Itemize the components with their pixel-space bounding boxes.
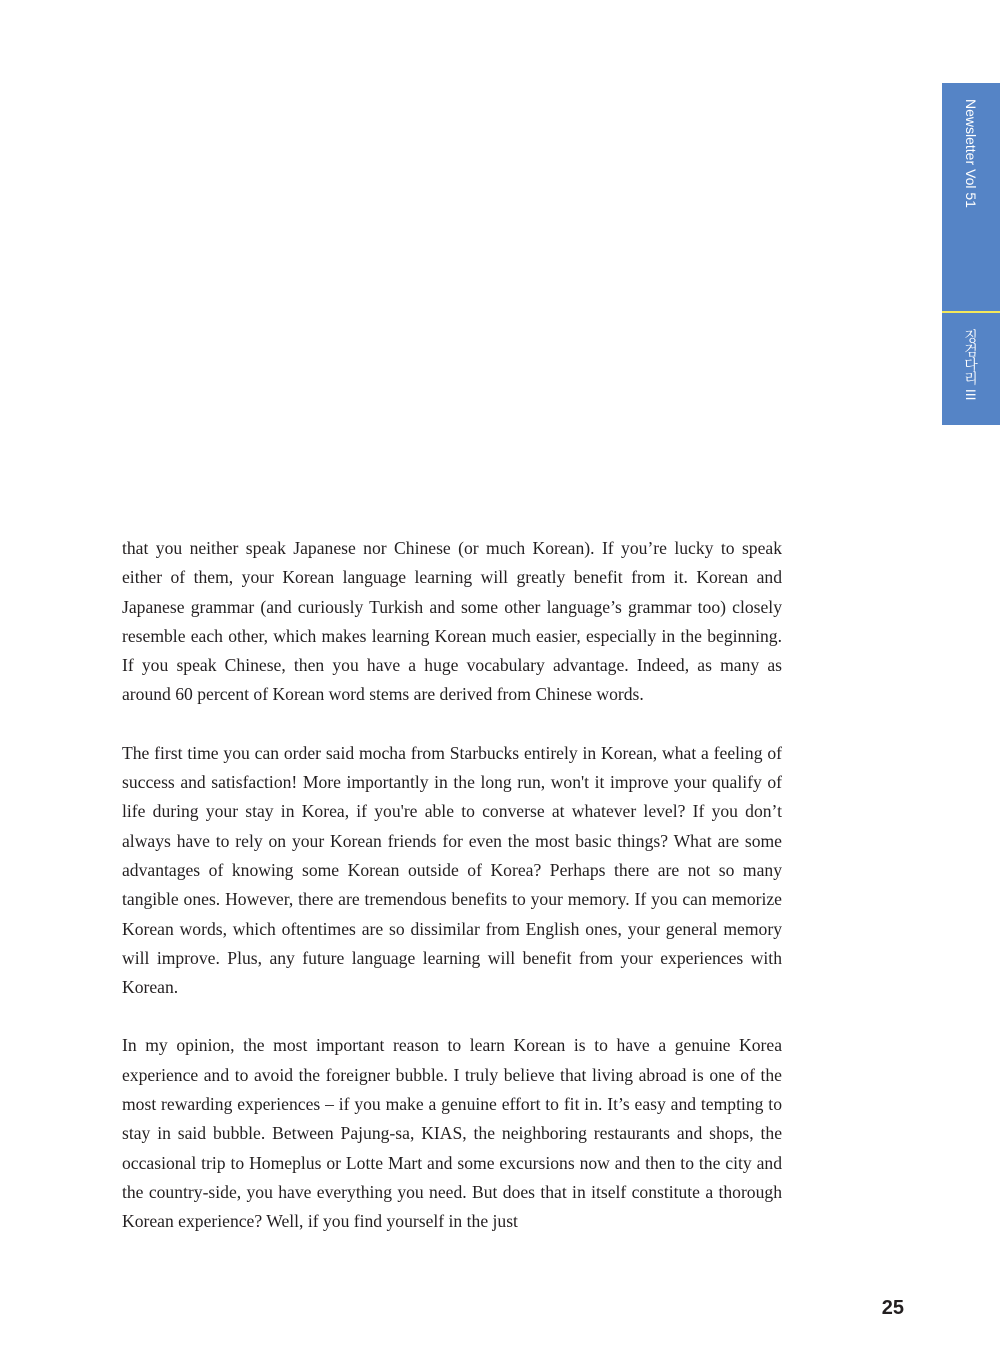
paragraph-3: In my opinion, the most important reason to learn Korean is to have a genuine Korea experience and to avoid the foreigner bubble. I truly believe that living abroad is one of the most rewarding experiences – if you make a genuine effort to fit in. It’s easy and tempting to stay in said bubble. Between Pajung-sa, KIAS, the neighboring restaurants and shops, the occasional trip to Homeplus or Lotte Mart and some excursions now and then to the city and the country-side, you have everything you need. But does that in itself constitute a thorough Korean experience? Well, if you find yourself in the just (122, 1035, 782, 1232)
section-label: 징검다리 III (963, 329, 979, 401)
paragraph-1: that you neither speak Japanese nor Chinese (or much Korean). If you’re lucky to speak either of them, your Korean language learning will greatly benefit from it. Korean and Japanese grammar (and curiously Turkish and some other language’s grammar too) closely resemble each other, which makes learning Korean much easier, especially in the beginning. If you speak Chinese, then you have a huge vocabulary advantage. Indeed, as many as around 60 percent of Korean word stems are derived from Chinese words. (122, 538, 782, 705)
article-body (122, 534, 782, 1266)
side-tab (942, 83, 1000, 425)
page-number: 25 (881, 1297, 904, 1319)
paragraph-2: The first time you can order said mocha from Starbucks entirely in Korean, what a feeling of success and satisfaction! More importantly in the long run, won't it improve your qualify of life during your stay in Korea, if you're able to converse at whatever level? If you don’t always have to rely on your Korean friends for even the most basic things? What are some advantages of knowing some Korean outside of Korea? Perhaps there are not so many tangible ones. However, there are tremendous benefits to your memory. If you can memorize Korean words, which oftentimes are so dissimilar from English ones, your general memory will improve. Plus, any future language learning will benefit from your experiences with Korean. (122, 742, 782, 998)
side-tab-divider (942, 311, 1000, 313)
newsletter-volume-label: Newsletter Vol 51 (963, 99, 979, 208)
